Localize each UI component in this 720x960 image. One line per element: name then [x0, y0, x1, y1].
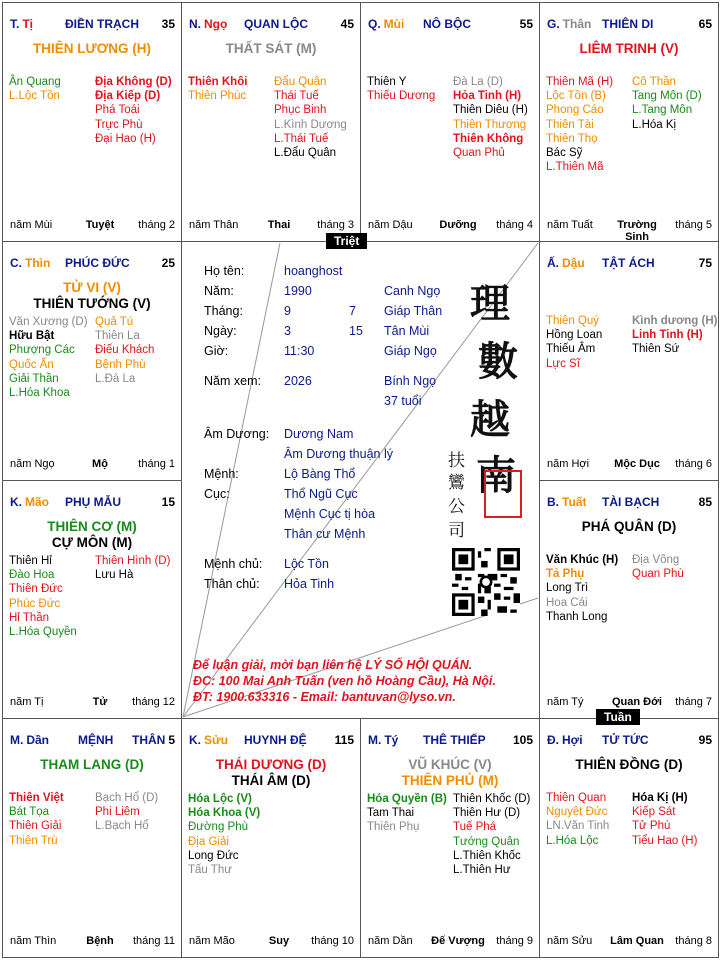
palace-name: THÊ THIẾP	[423, 733, 486, 747]
star-item: Thiên Thương	[453, 118, 527, 131]
truong-sinh: Lâm Quan	[610, 935, 664, 947]
palace-year: năm Ngọ	[10, 458, 55, 470]
star-item: Phục Binh	[274, 104, 327, 117]
palace-can: M.	[10, 733, 24, 747]
star-item: Hỏa Tinh (H)	[453, 90, 522, 103]
palace-year: năm Dần	[368, 935, 413, 947]
than-cu: Thân cư Mệnh	[284, 527, 366, 541]
palace-year: năm Thân	[189, 219, 239, 231]
main-star: THIÊN LƯƠNG (H)	[33, 41, 151, 56]
star-item: Long Trì	[546, 582, 589, 595]
star-item: Tướng Quân	[453, 835, 520, 848]
palace-dai-han: 35	[161, 17, 175, 31]
star-item: Thiên Hình (D)	[95, 555, 171, 567]
star-item: Kiếp Sát	[632, 806, 676, 819]
main-star: THIÊN TƯỚNG (V)	[33, 296, 151, 311]
star-item: Thiên Việt	[9, 792, 64, 804]
star-item: Đẩu Quân	[274, 76, 327, 88]
star-item: Hóa Quyền (B)	[367, 793, 447, 805]
truong-sinh: Mộc Dục	[614, 458, 660, 470]
info-value-2: 7	[349, 304, 356, 318]
star-item: Địa Kiếp (D)	[95, 90, 161, 103]
palace-can: K.	[10, 495, 22, 509]
star-item: Đào Hoa	[9, 569, 55, 582]
calligraphy-3: 越	[470, 396, 510, 443]
main-star: THẤT SÁT (M)	[225, 41, 317, 56]
info-label: Họ tên:	[204, 264, 245, 278]
info-value-1: hoanghost	[284, 264, 343, 278]
contact-line-3[interactable]: ĐT: 1900.633316 - Email: bantuvan@lyso.vn.	[193, 690, 456, 704]
palace-dai-han: 45	[340, 17, 354, 31]
palace-dai-han: 55	[519, 17, 533, 31]
menh-value: Lộ Bàng Thổ	[284, 467, 356, 481]
triet-tag: Triệt	[326, 233, 367, 249]
star-item: L.Hóa Kị	[632, 118, 677, 131]
star-item: Tấu Thư	[188, 864, 232, 877]
palace-month: tháng 3	[317, 219, 354, 231]
star-item: Bát Tọa	[9, 806, 50, 819]
palace-chi: Mùi	[383, 17, 405, 31]
star-item: Đà La (D)	[453, 76, 503, 88]
star-item: Bác Sỹ	[546, 147, 583, 160]
seal-text-3: 公	[448, 497, 465, 517]
star-item: Ân Quang	[9, 76, 61, 88]
star-item: Phá Toái	[95, 104, 140, 117]
contact-line-2: ĐC: 100 Mai Anh Tuấn (ven hồ Hoàng Cầu), Hà Nội.	[193, 674, 496, 688]
star-item: Bạch Hổ (D)	[95, 792, 159, 804]
calligraphy-1: 理	[470, 280, 510, 327]
info-value-2: 15	[349, 324, 363, 338]
palace-can: G.	[547, 17, 560, 31]
palace-dai-han: 5	[168, 733, 175, 747]
star-item: L.Thiên Khốc	[453, 849, 521, 862]
star-item: Lưu Hà	[95, 569, 134, 582]
star-item: L.Lộc Tồn	[9, 90, 60, 103]
palace-month: tháng 10	[311, 935, 354, 947]
info-value-3: Canh Ngọ	[384, 284, 441, 298]
truong-sinh: Bệnh	[86, 935, 114, 947]
info-label: Giờ:	[204, 344, 229, 358]
main-star: THIÊN ĐỒNG (D)	[575, 757, 683, 772]
star-item: Thiên Khốc (D)	[453, 793, 531, 805]
star-item: Lực Sĩ	[546, 357, 580, 370]
nam-xem-value: 2026	[284, 374, 312, 388]
palace-dai-han: 25	[161, 256, 175, 270]
star-item: Tử Phù	[632, 820, 671, 833]
star-item: L.Bạch Hổ	[95, 820, 149, 833]
menh-label: Mệnh:	[204, 467, 239, 481]
menh-chu-label: Mệnh chủ:	[204, 557, 263, 571]
cuc-label: Cục:	[204, 487, 230, 501]
star-item: Tam Thai	[367, 807, 415, 820]
palace-dai-han: 65	[698, 17, 712, 31]
seal-text-4: 司	[448, 521, 465, 541]
star-item: Điếu Khách	[95, 344, 155, 357]
palace-month: tháng 9	[496, 935, 533, 947]
star-item: Thiên Khôi	[188, 76, 248, 88]
main-star: THAM LANG (D)	[40, 757, 144, 772]
palace-name: PHỤ MẪU	[65, 495, 121, 509]
star-item: Thiên Tài	[546, 118, 594, 131]
palace-can: M.	[368, 733, 382, 747]
info-value-1: 11:30	[284, 344, 315, 358]
palace-chi: Dậu	[562, 256, 585, 270]
star-item: Hóa Khoa (V)	[188, 807, 261, 820]
truong-sinh: Quan Đới	[612, 696, 662, 708]
seal-text-1: 扶	[448, 451, 465, 471]
palace-can: Đ.	[547, 733, 559, 747]
palace-dai-han: 105	[512, 733, 533, 747]
main-star: THÁI DƯƠNG (D)	[215, 757, 327, 772]
am-duong-ly: Âm Dương thuận lý	[284, 447, 393, 461]
palace-year: năm Mùi	[10, 219, 53, 231]
palace-month: tháng 5	[675, 219, 712, 231]
palace-name: THIÊN DI	[602, 17, 654, 31]
star-item: Hồng Loan	[546, 329, 603, 342]
star-item: Tuế Phá	[453, 821, 497, 834]
star-item: Phượng Các	[9, 344, 75, 357]
star-item: Hóa Lộc (V)	[188, 793, 252, 805]
star-item: Thiên Quý	[546, 315, 600, 327]
star-item: Cô Thần	[632, 76, 676, 88]
palace-month: tháng 1	[138, 458, 175, 470]
star-item: Địa Không (D)	[95, 76, 172, 88]
main-star: THIÊN CƠ (M)	[47, 519, 137, 534]
star-item: Tiểu Hao (H)	[632, 834, 698, 847]
palace-name: NÔ BỘC	[423, 17, 471, 31]
star-item: Hữu Bật	[9, 330, 55, 343]
main-star: THÁI ÂM (D)	[231, 773, 311, 788]
star-item: Lộc Tồn (B)	[546, 90, 606, 103]
palace-can: Q.	[368, 17, 381, 31]
star-item: Thiên La	[95, 330, 140, 343]
star-item: Hoa Cái	[546, 596, 588, 609]
palace-can: B.	[547, 495, 559, 509]
palace-year: năm Hợi	[547, 458, 590, 470]
star-item: Thiếu Âm	[546, 343, 596, 356]
palace-year: năm Mão	[189, 935, 235, 947]
star-item: Văn Xương (D)	[9, 316, 88, 328]
palace-chi: Thân	[562, 17, 592, 31]
star-item: L.Thái Tuế	[274, 132, 329, 145]
palace-month: tháng 12	[132, 696, 175, 708]
palace-name: ĐIỀN TRẠCH	[65, 17, 139, 31]
star-item: Nguyệt Đức	[546, 806, 608, 819]
cuc-relation: Mệnh Cục tị hòa	[284, 507, 376, 521]
star-item: L.Thiên Mã	[546, 161, 604, 174]
palace-chi: Dần	[26, 733, 50, 747]
palace-dai-han: 75	[698, 256, 712, 270]
am-duong-block	[204, 424, 464, 594]
star-item: L.Hóa Lộc	[546, 834, 599, 847]
star-item: L.Đẩu Quân	[274, 147, 337, 160]
star-item: Hỉ Thần	[9, 611, 50, 624]
palace-name: QUAN LỘC	[244, 17, 308, 31]
star-item: Thiên Sứ	[632, 343, 680, 356]
info-value-1: 3	[284, 324, 291, 338]
truong-sinh: Đế Vượng	[431, 935, 485, 947]
star-item: Thiên Thọ	[546, 132, 598, 145]
palace-chi: Mão	[25, 495, 49, 509]
palace-can: Ấ.	[547, 256, 559, 270]
palace-dai-han: 15	[161, 495, 175, 509]
star-item: Quan Phù	[632, 568, 684, 581]
am-duong-label: Âm Dương:	[204, 427, 270, 441]
tuan-tag: Tuần	[596, 709, 640, 725]
cuc-value: Thổ Ngũ Cục	[284, 487, 358, 501]
star-item: Địa Giải	[188, 835, 229, 848]
star-item: Địa Võng	[632, 554, 680, 566]
main-star: PHÁ QUÂN (D)	[581, 519, 677, 534]
palace-month: tháng 6	[675, 458, 712, 470]
palace-month: tháng 8	[675, 935, 712, 947]
palace-can: T.	[10, 17, 20, 31]
palace-year: năm Thìn	[10, 935, 57, 947]
qr-code-icon[interactable]	[452, 548, 520, 616]
palace-chi: Sửu	[204, 733, 229, 747]
star-item: Đường Phù	[188, 821, 248, 834]
info-label: Ngày:	[204, 324, 237, 338]
star-item: Quả Tú	[95, 316, 134, 328]
palace-name: HUYNH ĐỆ	[244, 733, 307, 747]
star-item: Thiên Hư (D)	[453, 807, 521, 820]
palace-chi: Tị	[22, 17, 34, 31]
palace-chi: Thìn	[25, 256, 51, 270]
star-item: Kình dương (H)	[632, 315, 718, 327]
star-item: Long Đức	[188, 849, 239, 862]
truong-sinh: Tử	[92, 696, 108, 708]
info-label: Năm:	[204, 284, 234, 298]
star-item: Thiên Diêu (H)	[453, 104, 528, 117]
palace-chi: Hợi	[562, 733, 583, 747]
star-item: Linh Tinh (H)	[632, 329, 703, 342]
main-star: TỬ VI (V)	[63, 280, 121, 295]
main-star: THIÊN PHỦ (M)	[401, 773, 499, 788]
palace-year: năm Sửu	[547, 935, 593, 947]
main-star: LIÊM TRINH (V)	[579, 41, 679, 56]
than-chu-label: Thân chủ:	[204, 577, 260, 591]
star-item: Thái Tuế	[274, 90, 319, 103]
star-item: Thiên Đức	[9, 583, 63, 596]
red-seal-icon	[484, 470, 522, 518]
contact-line-1: Để luận giải, mời bạn liên hệ LÝ SỐ HỘI QUÁN.	[193, 658, 473, 672]
calligraphy-4: 南	[476, 452, 516, 499]
truong-sinh: Tuyệt	[85, 219, 115, 231]
palace-year: năm Tuất	[547, 219, 593, 231]
truong-sinh: Dưỡng	[439, 219, 477, 231]
star-item: LN.Văn Tinh	[546, 820, 610, 833]
am-duong-value: Dương Nam	[284, 427, 354, 441]
nam-xem-canchi: Bính Ngọ	[384, 374, 437, 388]
palace-name: PHÚC ĐỨC	[65, 256, 130, 270]
info-value-1: 9	[284, 304, 291, 318]
star-item: Thanh Long	[546, 610, 608, 623]
info-label: Tháng:	[204, 304, 243, 318]
star-item: Đại Hao (H)	[95, 132, 156, 145]
info-value-3: Giáp Ngọ	[384, 344, 437, 358]
star-item: L.Kình Dương	[274, 118, 347, 131]
info-value-3: Giáp Thân	[384, 304, 443, 318]
star-item: Thiên Không	[453, 132, 524, 145]
palace-year: năm Dậu	[368, 219, 413, 231]
star-item: Thiên Y	[367, 76, 407, 88]
nam-xem-row	[204, 374, 437, 388]
truong-sinh: Thai	[267, 219, 291, 231]
star-item: L.Hóa Quyền	[9, 626, 77, 639]
star-item: Phi Liêm	[95, 806, 140, 819]
palace-month: tháng 2	[138, 219, 175, 231]
star-item: Thiếu Dương	[367, 90, 436, 103]
star-item: Giải Thần	[9, 372, 59, 385]
star-item: L.Tang Môn	[632, 104, 693, 117]
star-item: Thiên Phụ	[367, 821, 420, 834]
star-item: Tả Phụ	[546, 568, 585, 581]
star-item: Thiên Phúc	[188, 90, 247, 103]
truong-sinh: Trường Sinh	[617, 219, 657, 242]
star-item: Thiên Trù	[9, 834, 58, 847]
palace-than-marker: THÂN	[132, 733, 166, 747]
star-item: Trực Phù	[95, 118, 143, 131]
star-item: Thiên Quan	[546, 792, 607, 804]
palace-dai-han: 115	[334, 733, 354, 747]
star-item: Thiên Giải	[9, 820, 62, 833]
star-item: Bệnh Phù	[95, 358, 146, 371]
star-item: Quốc Ấn	[9, 358, 54, 371]
seal-text-2: 鸞	[448, 473, 465, 493]
truong-sinh: Suy	[268, 935, 290, 947]
palace-name: TỬ TỨC	[602, 733, 649, 747]
palace-can: N.	[189, 17, 201, 31]
palace-dai-han: 95	[698, 733, 712, 747]
palace-can: C.	[10, 256, 22, 270]
palace-dai-han: 85	[698, 495, 712, 509]
star-item: Văn Khúc (H)	[546, 554, 619, 566]
than-chu-value: Hỏa Tinh	[284, 577, 335, 591]
star-item: Thiên Hỉ	[9, 555, 52, 567]
palace-name: TẬT ÁCH	[602, 256, 655, 270]
truong-sinh: Mộ	[92, 458, 108, 470]
star-item: Quan Phủ	[453, 147, 505, 160]
nam-xem-label: Năm xem:	[204, 374, 261, 388]
main-star: VŨ KHÚC (V)	[408, 757, 492, 772]
star-item: L.Đà La	[95, 372, 136, 385]
menh-chu-value: Lộc Tồn	[284, 557, 329, 571]
palace-chi: Ngọ	[204, 17, 228, 31]
star-item: Tang Môn (D)	[632, 90, 702, 103]
main-star: CỰ MÔN (M)	[51, 535, 133, 550]
star-item: L.Thiên Hư	[453, 864, 511, 877]
palace-month: tháng 4	[496, 219, 533, 231]
palace-name: TÀI BẠCH	[602, 495, 660, 509]
star-item: Thiên Mã (H)	[546, 76, 614, 88]
palace-year: năm Tý	[547, 696, 584, 708]
palace-year: năm Tị	[10, 696, 44, 708]
star-item: L.Hóa Khoa	[9, 387, 70, 400]
palace-can: K.	[189, 733, 201, 747]
palace-chi: Tý	[384, 733, 399, 747]
tuoi: 37 tuổi	[384, 394, 422, 408]
palace-month: tháng 11	[132, 935, 175, 947]
info-value-1: 1990	[284, 284, 312, 298]
info-value-3: Tân Mùi	[384, 324, 430, 338]
palace-name: MỆNH	[78, 733, 114, 747]
palace-month: tháng 7	[675, 696, 712, 708]
star-item: Phúc Đức	[9, 597, 61, 610]
calligraphy-2: 數	[478, 338, 518, 385]
palace-chi: Tuất	[562, 495, 587, 509]
star-item: Hóa Kị (H)	[632, 792, 688, 804]
star-item: Phong Cáo	[546, 104, 604, 117]
